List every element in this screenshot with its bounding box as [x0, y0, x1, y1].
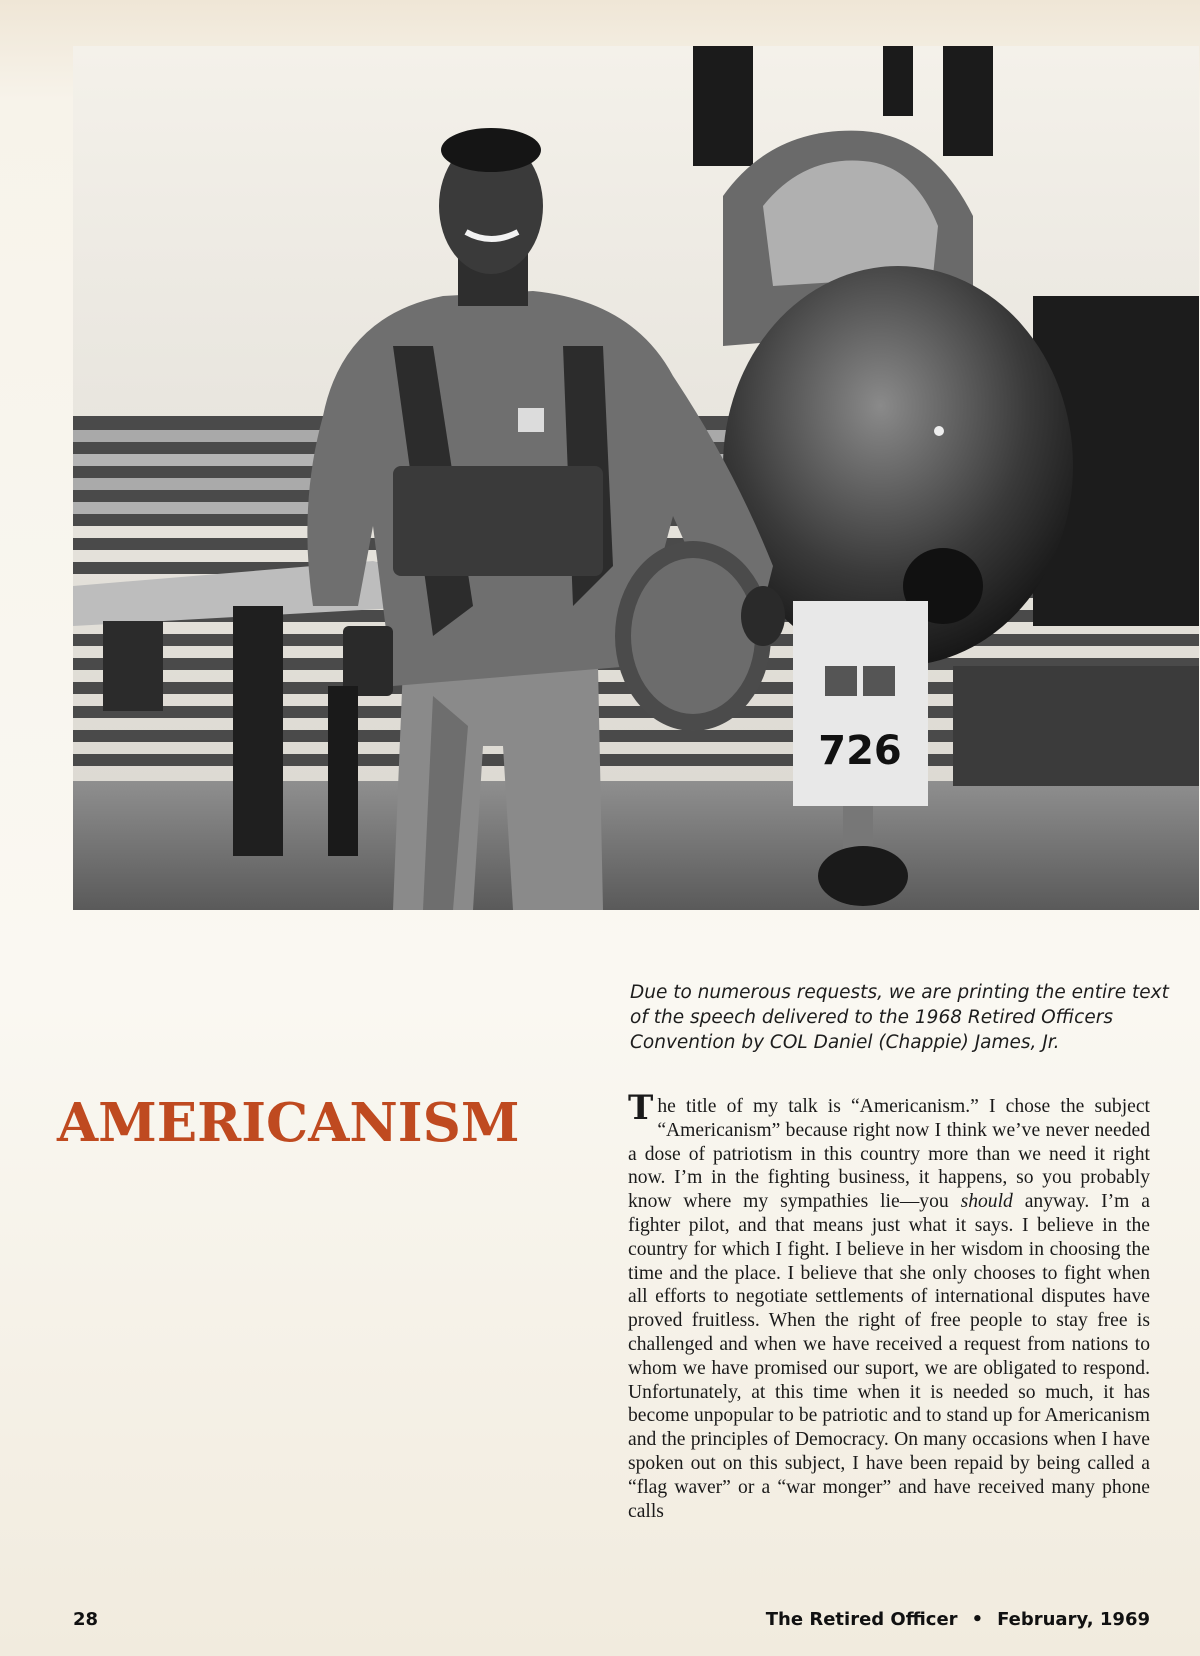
drop-cap: T — [628, 1088, 654, 1128]
article-headline: AMERICANISM — [57, 1092, 520, 1154]
bullet-separator: • — [971, 1609, 984, 1630]
aircraft-number: 726 — [818, 728, 902, 774]
body-emphasis: should — [960, 1191, 1013, 1213]
pilot-photo — [73, 46, 1199, 910]
page-number: 28 — [73, 1609, 99, 1630]
intro-note: Due to numerous requests, we are printing the entire text of the speech delivered to the 1968 Retired Officers Convention by COL Daniel (Chappie) James, Jr. — [630, 982, 1169, 1053]
article-body — [628, 1088, 1150, 1523]
article-paragraph — [628, 1088, 1150, 1523]
issue-date: February, 1969 — [997, 1609, 1150, 1630]
body-text-2: anyway. I’m a fighter pilot, and that means just what it says. I believe in the country for which I fight. I believe in her wisdom in choosing the time and the place. I believe that she only chooses to fight when all efforts to negotiate settlements of international disputes have proved fruitless. When the right of free people to stay free is challenged and when we have received a request from nations to whom we have promised our suport, we are obligated to respond. Unfortunately, at this time when it is needed so much, it has become unpopular to be patriotic and to stand up for Americanism and the principles of Democracy. On many occasions when I have spoken out on this subject, I have been repaid by being called a “flag waver” or a “war monger” and have received many phone calls — [628, 1191, 1150, 1522]
running-footer — [766, 1609, 1150, 1630]
publication-name: The Retired Officer — [765, 1609, 958, 1630]
body-text-1: he title of my talk is “Americanism.” I chose the subject “Americanism” because right now I think we’ve never needed a dose of patriotism in this country more than we need it right now. I’m in the fighting business, it happens, so you probably know where my sympathies lie—you — [628, 1096, 1150, 1213]
